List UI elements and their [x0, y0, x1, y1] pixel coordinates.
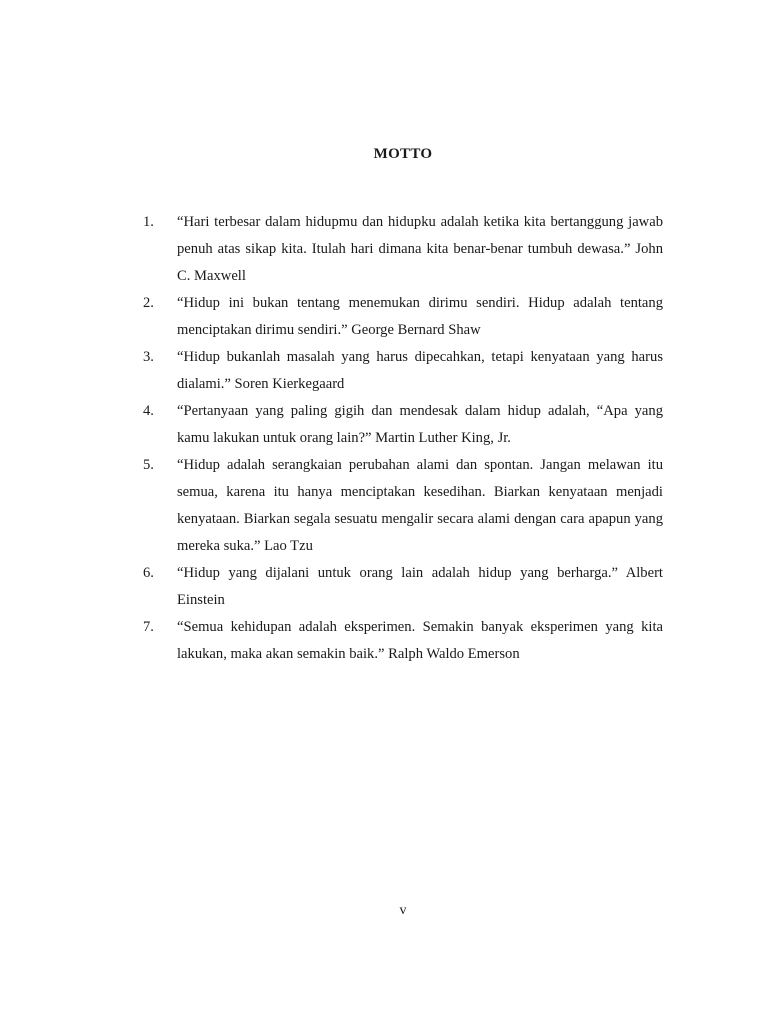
list-item	[143, 344, 663, 398]
item-number: 7.	[143, 619, 154, 635]
item-number: 1.	[143, 214, 154, 230]
quote-text: “Hidup bukanlah masalah yang harus dipecahkan, tetapi kenyataan yang harus dialami.” Soren Kierkegaard	[177, 349, 663, 392]
quote-text: “Hari terbesar dalam hidupmu dan hidupku adalah ketika kita bertanggung jawab penuh atas sikap kita. Itulah hari dimana kita benar-benar tumbuh dewasa.” John C. Maxwell	[177, 214, 663, 284]
page-number: v	[399, 903, 407, 918]
quote-text: “Hidup yang dijalani untuk orang lain adalah hidup yang berharga.” Albert Einstein	[177, 565, 663, 608]
item-number: 5.	[143, 457, 154, 473]
list-item	[143, 560, 663, 614]
list-item	[143, 290, 663, 344]
list-item	[143, 209, 663, 290]
item-number: 6.	[143, 565, 154, 581]
quote-text: “Hidup ini bukan tentang menemukan dirimu sendiri. Hidup adalah tentang menciptakan dirimu sendiri.” George Bernard Shaw	[177, 295, 663, 338]
item-number: 3.	[143, 349, 154, 365]
motto-list	[143, 209, 663, 668]
page-title: MOTTO	[373, 146, 433, 162]
list-item	[143, 452, 663, 560]
list-item	[143, 398, 663, 452]
item-number: 4.	[143, 403, 154, 419]
list-item	[143, 614, 663, 668]
quote-text: “Pertanyaan yang paling gigih dan mendesak dalam hidup adalah, “Apa yang kamu lakukan untuk orang lain?” Martin Luther King, Jr.	[177, 403, 663, 446]
quote-text: “Semua kehidupan adalah eksperimen. Semakin banyak eksperimen yang kita lakukan, maka akan semakin baik.” Ralph Waldo Emerson	[177, 619, 663, 662]
item-number: 2.	[143, 295, 154, 311]
quote-text: “Hidup adalah serangkaian perubahan alami dan spontan. Jangan melawan itu semua, karena itu hanya menciptakan kesedihan. Biarkan kenyataan menjadi kenyataan. Biarkan segala sesuatu mengalir secara alami dengan cara apapun yang mereka suka.” Lao Tzu	[177, 457, 663, 554]
